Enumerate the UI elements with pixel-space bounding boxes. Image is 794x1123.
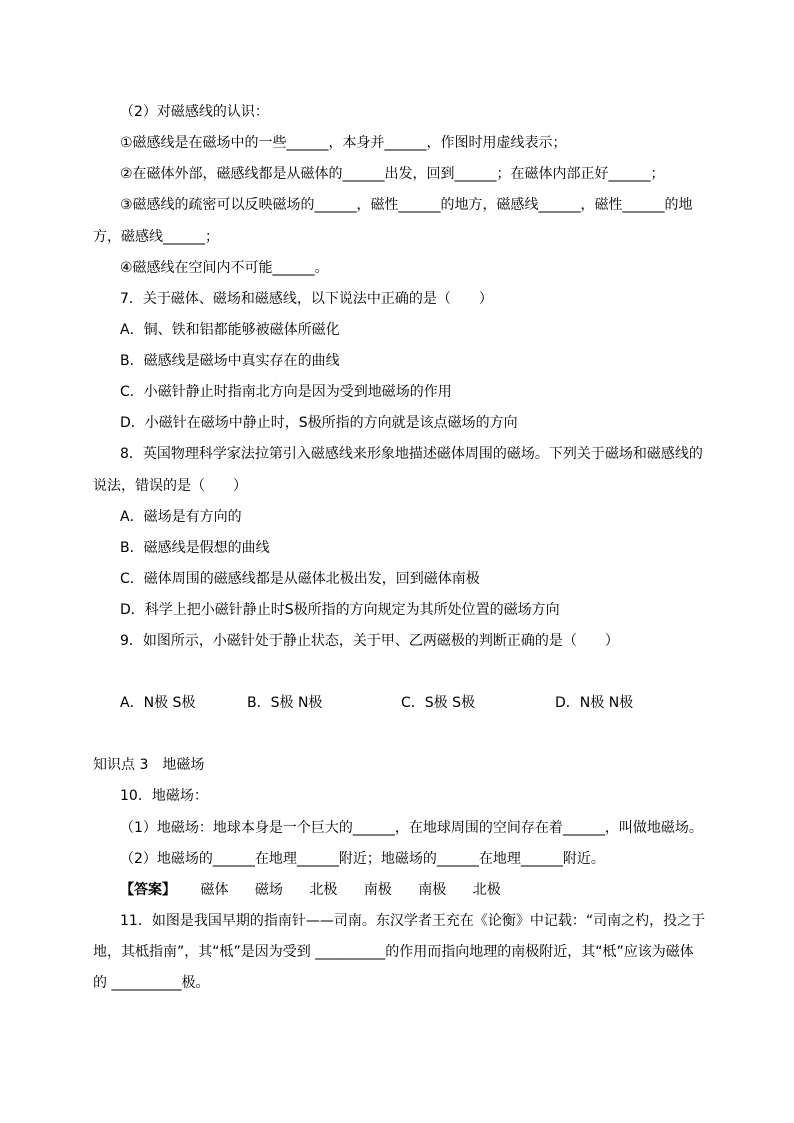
question-7: 7．关于磁体、磁场和磁感线，以下说法中正确的是（ ） — [120, 291, 493, 307]
fill-blank-line-3: ③磁感线的疏密可以反映磁场的______，磁性______的地方，磁感线______，磁性______的地 — [120, 197, 693, 213]
question-9-option-d: D．N极 N极 — [555, 695, 634, 711]
subsection-2-heading: （2）对磁感线的认识： — [120, 104, 269, 120]
fill-blank-line-2: ②在磁体外部，磁感线都是从磁体的______出发，回到______；在磁体内部正好______； — [120, 166, 665, 182]
answer-item: 南极 — [418, 882, 447, 898]
question-8-cont: 说法，错误的是（ ） — [93, 478, 247, 494]
question-10: 10．地磁场： — [120, 788, 208, 804]
question-7-option-a: A．铜、铁和铝都能够被磁体所磁化 — [120, 322, 340, 338]
answer-item: 磁场 — [254, 882, 283, 898]
answer-label: 【答案】 — [120, 882, 176, 898]
question-8-option-a: A．磁场是有方向的 — [120, 509, 242, 525]
question-8-option-b: B．磁感线是假想的曲线 — [120, 540, 270, 556]
question-9-option-a: A．N极 S极 — [120, 695, 196, 711]
answer-item: 北极 — [472, 882, 501, 898]
fill-blank-line-3-cont: 方，磁感线______； — [93, 229, 219, 245]
question-11: 11．如图是我国早期的指南针——司南。东汉学者王充在《论衡》中记载：“司南之杓，投之于 — [120, 913, 706, 929]
question-9-option-b: B．S极 N极 — [247, 695, 323, 711]
section-heading: 知识点 3 地磁场 — [93, 757, 205, 773]
question-8-option-c: C．磁体周围的磁感线都是从磁体北极出发，回到磁体南极 — [120, 571, 480, 587]
question-8-option-d: D．科学上把小磁针静止时S极所指的方向规定为其所处位置的磁场方向 — [120, 602, 560, 618]
answer-row — [120, 880, 523, 900]
question-11-cont: 地，其柢指南”，其“柢”是因为受到 __________的作用而指向地理的南极附近，其“柢”应该为磁体 — [93, 944, 694, 960]
question-10-part-1: （1）地磁场：地球本身是一个巨大的______，在地球周围的空间存在着______，叫做地磁场。 — [120, 820, 703, 836]
question-9-option-c: C．S极 S极 — [401, 695, 475, 711]
question-11-end: 的 __________极。 — [93, 975, 210, 991]
fill-blank-line-1: ①磁感线是在磁场中的一些______，本身并______，作图时用虚线表示； — [120, 135, 567, 151]
fill-blank-line-4: ④磁感线在空间内不可能______。 — [120, 260, 329, 276]
answer-item: 南极 — [363, 882, 392, 898]
question-8: 8．英国物理科学家法拉第引入磁感线来形象地描述磁体周围的磁场。下列关于磁场和磁感线的 — [120, 446, 703, 462]
question-9: 9．如图所示，小磁针处于静止状态，关于甲、乙两磁极的判断正确的是（ ） — [120, 633, 619, 649]
question-10-part-2: （2）地磁场的______在地理______附近；地磁场的______在地理______附近。 — [120, 851, 605, 867]
question-7-option-b: B．磁感线是磁场中真实存在的曲线 — [120, 353, 340, 369]
answer-item: 磁体 — [200, 882, 229, 898]
answer-item: 北极 — [309, 882, 338, 898]
question-7-option-c: C．小磁针静止时指南北方向是因为受到地磁场的作用 — [120, 384, 452, 400]
question-7-option-d: D．小磁针在磁场中静止时，S极所指的方向就是该点磁场的方向 — [120, 415, 518, 431]
